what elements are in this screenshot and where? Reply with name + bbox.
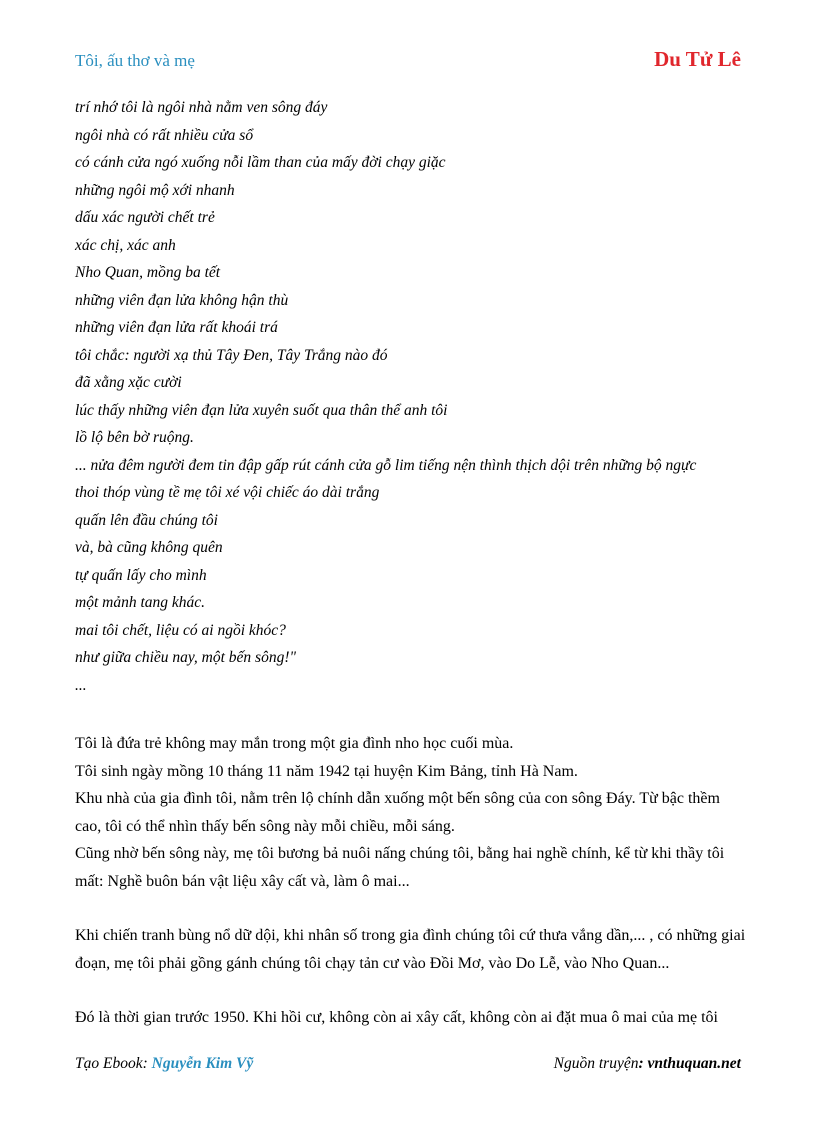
footer-source: Nguồn truyện: vnthuquan.net <box>553 1055 741 1072</box>
paragraph: Đó là thời gian trước 1950. Khi hồi cư, không còn ai xây cất, không còn ai đặt mua ô mai của mẹ tôi <box>75 1009 718 1026</box>
poem-line: lồ lộ bên bờ ruộng. <box>75 429 194 446</box>
poem-line: tôi chắc: người xạ thủ Tây Đen, Tây Trắng nào đó <box>75 346 388 364</box>
poem-line: một mảnh tang khác. <box>75 594 206 611</box>
poem-line: xác chị, xác anh <box>75 236 176 254</box>
footer-credit: Tạo Ebook: Nguyễn Kim Vỹ <box>75 1055 254 1072</box>
poem-line: những viên đạn lửa không hận thù <box>75 291 289 309</box>
poem-line: ... nửa đêm người đem tin đập gấp rút cánh cửa gỗ lim tiếng nện thình thịch dội trên những bộ ngực <box>75 456 697 474</box>
poem-line: như giữa chiều nay, một bến sông!" <box>75 649 297 666</box>
poem-line: thoi thóp vùng tề mẹ tôi xé vội chiếc áo dài trắng <box>75 484 380 501</box>
poem-line: và, bà cũng không quên <box>75 539 223 556</box>
footer-source-label: Nguồn truyện <box>553 1055 639 1072</box>
prose-body <box>75 730 747 1059</box>
author-name: Du Tử Lê <box>654 47 741 71</box>
poem-block <box>75 94 755 699</box>
poem-line: những viên đạn lửa rất khoái trá <box>75 319 278 336</box>
poem-line: có cánh cửa ngó xuống nỗi lầm than của mấy đời chạy giặc <box>75 154 446 171</box>
poem-line: Nho Quan, mồng ba tết <box>75 264 221 281</box>
paragraph: Khi chiến tranh bùng nổ dữ dội, khi nhân số trong gia đình chúng tôi cứ thưa vắng dần,... , có những giai đoạn, mẹ tôi phải gồng gánh chúng tôi chạy tản cư vào Đồi Mơ, vào Do Lễ, vào Nho Quan... <box>75 927 746 972</box>
poem-line: ngôi nhà có rất nhiều cửa sổ <box>75 126 254 144</box>
poem-line: quấn lên đầu chúng tôi <box>75 511 218 529</box>
poem-line: ... <box>75 676 87 694</box>
poem-line: lúc thấy những viên đạn lửa xuyên suốt qua thân thể anh tôi <box>75 401 448 419</box>
paragraph: Tôi là đứa trẻ không may mắn trong một gia đình nho học cuối mùa. Tôi sinh ngày mồng 10 tháng 11 năm 1942 tại huyện Kim Bảng, tỉnh Hà Nam. Khu nhà của gia đình tôi, nằm trên lộ chính dẫn xuống một bến sông của con sông Đáy. Từ bậc thềm cao, tôi có thể nhìn thấy bến sông này mỗi chiều, mỗi sáng. Cũng nhờ bến sông này, mẹ tôi bương bả nuôi nấng chúng tôi, bằng hai nghề chính, kể từ khi thầy tôi mất: Nghề buôn bán vật liệu xây cất và, làm ô mai... <box>75 735 725 890</box>
poem-line: tự quấn lấy cho mình <box>75 566 207 584</box>
poem-line: những ngôi mộ xới nhanh <box>75 181 235 199</box>
footer-source-link[interactable]: vnthuquan.net <box>647 1055 741 1072</box>
footer-credit-label: Tạo Ebook <box>75 1055 143 1072</box>
footer-credit-name[interactable]: Nguyễn Kim Vỹ <box>151 1055 254 1072</box>
poem-line: mai tôi chết, liệu có ai ngồi khóc? <box>75 621 286 639</box>
poem-line: dấu xác người chết trẻ <box>75 209 215 226</box>
poem-line: đã xằng xặc cười <box>75 374 182 391</box>
poem-line: trí nhớ tôi là ngôi nhà nằm ven sông đáy <box>75 99 328 116</box>
document-title: Tôi, ấu thơ và mẹ <box>75 51 195 70</box>
